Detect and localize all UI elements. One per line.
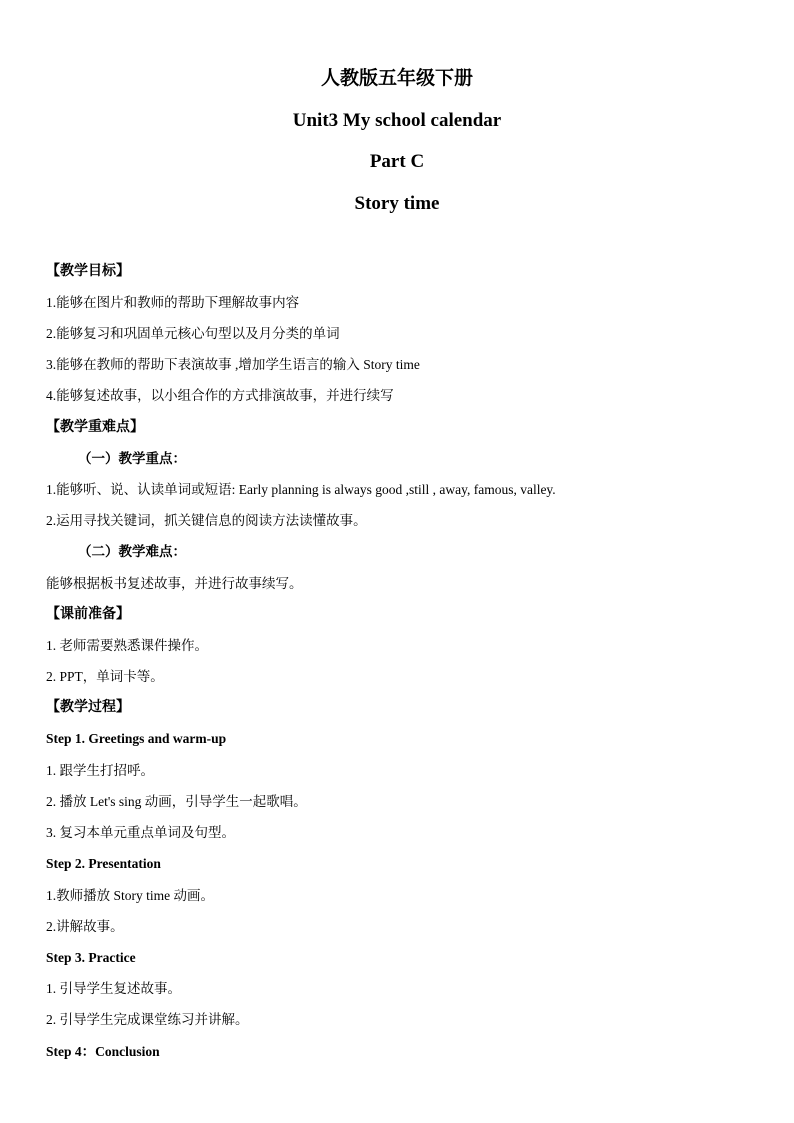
focus-item: 2.运用寻找关键词，抓关键信息的阅读方法读懂故事。 <box>46 513 367 528</box>
key-points-heading: 【教学重难点】 <box>46 420 144 435</box>
focus-item: 1.能够听、说、认读单词或短语: Early planning is always good ,still , away, famous, valley. <box>46 482 556 497</box>
step-title: Step 1. Greetings and warm-up <box>46 731 227 746</box>
part-title: Part C <box>369 151 425 172</box>
objective-item: 3.能够在教师的帮助下表演故事 ,增加学生语言的输入 Story time <box>46 357 420 372</box>
objective-item: 2.能够复习和巩固单元核心句型以及月分类的单词 <box>46 326 340 341</box>
step-item: 2. 播放 Let's sing 动画，引导学生一起歌唱。 <box>46 794 307 809</box>
step-item: 1. 跟学生打招呼。 <box>46 763 154 778</box>
objectives-heading: 【教学目标】 <box>46 264 130 279</box>
preparation-item: 2. PPT，单词卡等。 <box>46 669 164 684</box>
step-item: 1.教师播放 Story time 动画。 <box>46 888 214 903</box>
objective-item: 4.能够复述故事，以小组合作的方式排演故事，并进行续写 <box>46 388 394 403</box>
preparation-item: 1. 老师需要熟悉课件操作。 <box>46 638 208 653</box>
step-title: Step 2. Presentation <box>46 856 161 871</box>
book-title: 人教版五年级下册 <box>320 68 473 89</box>
preparation-heading: 【课前准备】 <box>46 607 130 622</box>
step-item: 2.讲解故事。 <box>46 919 124 934</box>
difficulty-label: （二）教学难点： <box>78 544 186 559</box>
step-title: Step 3. Practice <box>46 950 136 965</box>
section-title: Story time <box>354 193 440 214</box>
unit-title: Unit3 My school calendar <box>292 110 502 131</box>
step-item: 1. 引导学生复述故事。 <box>46 981 181 996</box>
step-title: Step 4：Conclusion <box>46 1044 160 1059</box>
focus-label: （一）教学重点： <box>78 451 186 466</box>
step-item: 3. 复习本单元重点单词及句型。 <box>46 825 235 840</box>
step-item: 2. 引导学生完成课堂练习并讲解。 <box>46 1012 249 1027</box>
process-heading: 【教学过程】 <box>46 700 130 715</box>
objective-item: 1.能够在图片和教师的帮助下理解故事内容 <box>46 295 300 310</box>
difficulty-item: 能够根据板书复述故事，并进行故事续写。 <box>46 576 303 591</box>
